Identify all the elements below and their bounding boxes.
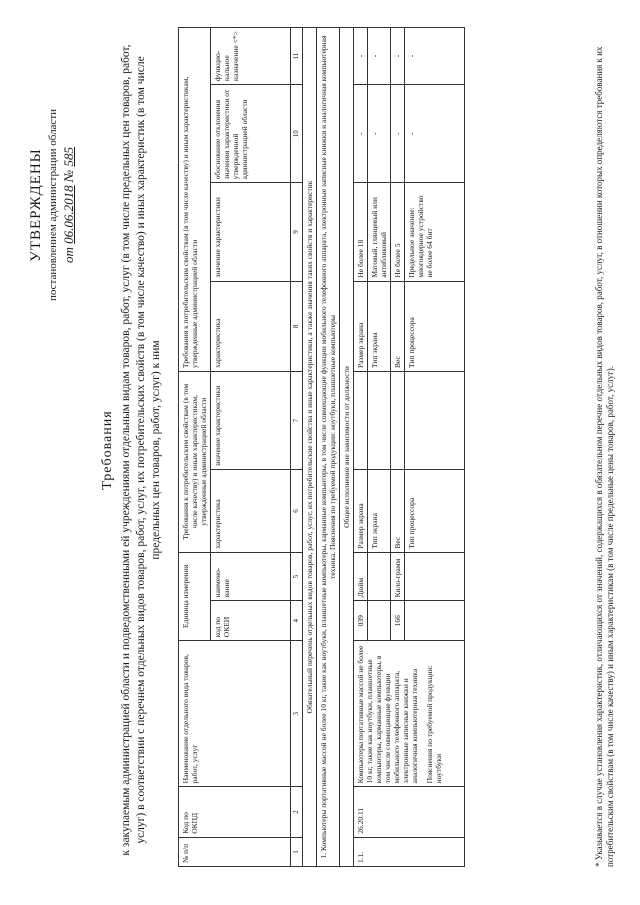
col-number: 10 xyxy=(291,85,303,183)
cell-admin-value xyxy=(368,371,391,469)
cell-purpose: - xyxy=(354,28,368,85)
cell-admin-value xyxy=(354,371,368,469)
header-org-value: значение характеристики xyxy=(211,183,291,281)
cell-admin-char: Размер экрана xyxy=(354,470,368,552)
cell-admin-char: Тип процессора xyxy=(405,470,465,552)
cell-org-value: Не более 18 xyxy=(354,183,368,281)
cell-org-value: Не более 5 xyxy=(391,183,405,281)
subgroup-title: Общее исполнение вне зависимости от должности xyxy=(340,28,354,867)
cell-unit-code xyxy=(368,601,391,641)
header-req-admin: Требования к потребительским свойствам (в том числе качеству) и иным характеристикам, утвержденные администрацией области xyxy=(179,371,211,552)
cell-org-value: Предельное значение: многоядерное устройство не более 64 бит xyxy=(405,183,465,281)
col-number: 3 xyxy=(291,641,303,787)
cell-org-value: Матовый, глянцевый или антибликовый xyxy=(368,183,391,281)
approval-number: 585 xyxy=(61,147,76,167)
col-number: 9 xyxy=(291,183,303,281)
cell-justification: - xyxy=(354,85,368,183)
cell-org-char: Тип экрана xyxy=(368,281,391,371)
row-name-text: Компьютеры портативные массой не более 10 кг, такие как ноутбуки, планшетные компьютеры, карманные компьютеры, в том числе совмещающие функции мобильного телефонного аппарата, электронные записные книжки и аналогичная компьютерная техника xyxy=(356,645,419,784)
row-okpd: 26.20.11 xyxy=(354,787,465,837)
col-number: 11 xyxy=(291,28,303,85)
column-numbers-row xyxy=(291,28,303,867)
requirements-table xyxy=(178,27,465,867)
header-unit-name: наимено-вание xyxy=(211,552,291,601)
cell-unit-code: 039 xyxy=(354,601,368,641)
header-okpd: Код по ОКПД xyxy=(179,787,291,837)
cell-unit-code: 166 xyxy=(391,601,405,641)
approval-line: постановлением администрации области xyxy=(47,108,59,302)
cell-org-char: Размер экрана xyxy=(354,281,368,371)
cell-admin-value xyxy=(405,371,465,469)
group-row xyxy=(317,28,340,867)
header-org-justification: обоснование отклонения значения характеристики от утвержденной администрацией области xyxy=(211,85,291,183)
header-admin-char: характеристика xyxy=(211,470,291,552)
cell-unit-name: Дюйм xyxy=(354,552,368,601)
approval-date-number xyxy=(61,25,77,385)
row-num: 1.1. xyxy=(354,837,465,866)
header-name: Наименование отдельного вида товаров, работ, услуг xyxy=(179,641,291,787)
header-row-1 xyxy=(179,28,211,867)
cell-unit-code xyxy=(405,601,465,641)
row-name xyxy=(354,641,465,787)
row-name-note: Пояснения по требуемой продукции: ноутбуки xyxy=(425,665,443,784)
header-num: № п/п xyxy=(179,837,291,866)
approval-block xyxy=(28,25,77,385)
cell-justification: - xyxy=(391,85,405,183)
header-unit: Единица измерения xyxy=(179,552,211,641)
header-org-purpose: функцио-нальное назначение <*> xyxy=(211,28,291,85)
section-title: Обязательный перечень отдельных видов товаров, работ, услуг, их потребительские свойства и иные характеристики, а также значения таких свойств и характеристик xyxy=(303,28,317,867)
header-unit-code: код по ОКЕИ xyxy=(211,601,291,641)
header-org-char: характеристика xyxy=(211,281,291,371)
group-title: 1. Компьютеры портативные массой не более 10 кг, такие как ноутбуки, планшетные компьютеры, карманные компьютеры, в том числе совмещающие функции мобильного телефонного аппарата, электронные записные книжки и аналогичная компьютерная техника. Пояснения по требуемой продукции: ноутбуки, планшетные компьютеры xyxy=(317,28,340,867)
col-number: 2 xyxy=(291,787,303,837)
cell-unit-name xyxy=(368,552,391,601)
cell-admin-char: Вес xyxy=(391,470,405,552)
cell-justification: - xyxy=(368,85,391,183)
cell-purpose: - xyxy=(391,28,405,85)
header-admin-value: значение характеристики xyxy=(211,371,291,469)
date-prefix: от xyxy=(61,247,76,263)
cell-org-char: Тип процессора xyxy=(405,281,465,371)
header-req-org: Требования к потребительским свойствам (в том числе качеству) и иным характеристикам, утвержденные администрацией области xyxy=(179,28,211,372)
cell-org-char: Вес xyxy=(391,281,405,371)
cell-unit-name xyxy=(405,552,465,601)
col-number: 8 xyxy=(291,281,303,371)
section-row xyxy=(303,28,317,867)
cell-purpose: - xyxy=(368,28,391,85)
col-number: 4 xyxy=(291,601,303,641)
document-subtitle: к закупаемым администрацией области и подведомственными ей учреждениями отдельным видам товаров, работ, услуг (в том числе предельных цен товаров, работ, услуг) в соответствии с перечнем отдельных видов товаров, работ, услуг, их потребительских свойств (в том числе качество) и иных характеристик (в том числе предельных цен товаров, работ, услуг) к ним xyxy=(120,44,162,856)
cell-admin-value xyxy=(391,371,405,469)
col-number: 7 xyxy=(291,371,303,469)
col-number: 1 xyxy=(291,837,303,866)
col-number: 5 xyxy=(291,552,303,601)
cell-admin-char: Тип экрана xyxy=(368,470,391,552)
subgroup-row xyxy=(340,28,354,867)
cell-purpose: - xyxy=(405,28,465,85)
cell-unit-name: Кило-грамм xyxy=(391,552,405,601)
document-heading xyxy=(100,35,164,865)
number-prefix: № xyxy=(61,169,76,183)
approval-date: 06.06.2018 xyxy=(61,185,76,244)
table-row xyxy=(354,28,368,867)
footnote: * Указывается в случае установления характеристик, отличающихся от значений, содержащихся в обязательном перечне отдельных видов товаров, работ, услуг, в отношении которых определяются требования к их потребительским свойствам (в том числе качеству) и иным характеристикам (в том числе предельные цены товаров, работ, услуг). xyxy=(594,46,615,867)
approval-title: УТВЕРЖДЕНЫ xyxy=(28,148,44,262)
document-title: Требования xyxy=(100,410,115,490)
col-number: 6 xyxy=(291,470,303,552)
cell-justification: - xyxy=(405,85,465,183)
